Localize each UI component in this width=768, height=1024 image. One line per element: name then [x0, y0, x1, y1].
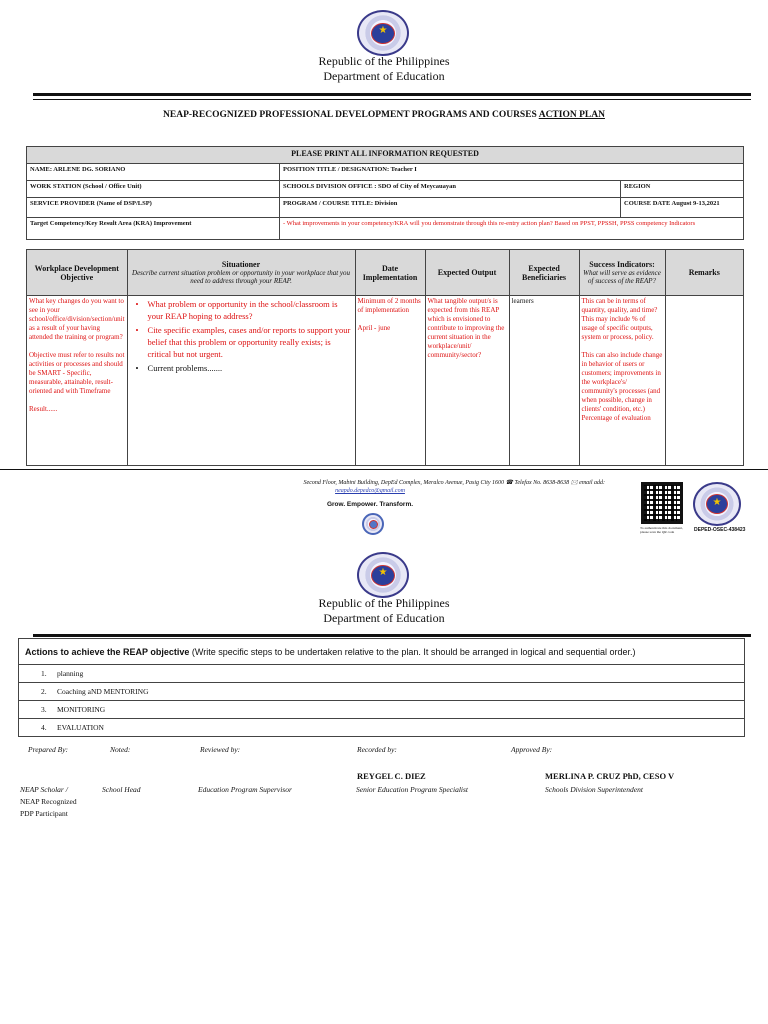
republic-heading: Republic of the Philippines: [318, 54, 450, 68]
actions-heading: [19, 639, 745, 665]
objective-text-1: What key changes do you want to see in your school/office/division/section/unit as a result of your having attended the training or program?: [29, 297, 125, 341]
approved-by-label: Approved By:: [511, 745, 553, 754]
document-title: [0, 110, 768, 120]
objective-text-2: Objective must refer to results not activities or processes and should be SMART - Specific, measurable, attainable, result-oriented and with Timeframe: [29, 351, 125, 395]
output-cell: What tangible output/s is expected from this REAP which is envisioned to contribute to improving the current situation in the workplace/unit/ community/sector?: [425, 296, 509, 466]
situationer-item: • Current problems.......: [130, 362, 353, 374]
target-note: - What improvements in your competency/KRA will you demonstrate through this re-entry action plan? Based on PPST, PPSSH, PPSS competency Indicators: [280, 218, 744, 240]
action-text: EVALUATION: [57, 723, 104, 732]
info-heading: PLEASE PRINT ALL INFORMATION REQUESTED: [27, 147, 744, 164]
title-emphasis: ACTION PLAN: [538, 110, 605, 120]
beneficiaries-cell: learners: [509, 296, 579, 466]
date-text-2: April - june: [357, 324, 391, 332]
date-text-1: Minimum of 2 months of implementation: [357, 297, 421, 314]
col-remarks: Remarks: [665, 250, 743, 296]
success-title: Success Indicators:: [589, 260, 655, 269]
superintendent-title: Schools Division Superintendent: [545, 785, 643, 794]
school-head-title: School Head: [102, 785, 141, 794]
actions-heading-bold: Actions to achieve the REAP objective: [25, 646, 190, 657]
actions-table: [18, 638, 745, 737]
col-success: [579, 250, 665, 296]
success-text-2: This can also include change in behavior of users or customers; improvements in the workplace's/ community's processes (and when possible, change in clients' condition, etc.) Percentage of evaluation: [581, 351, 663, 422]
header-rule: [33, 93, 751, 96]
department-heading: Department of Education: [323, 69, 445, 83]
reviewed-by-label: Reviewed by:: [200, 745, 241, 754]
department-heading-page2: Department of Education: [323, 611, 445, 625]
position-field: POSITION TITLE / DESIGNATION: Teacher I: [280, 164, 744, 181]
action-number: 3.: [41, 705, 47, 714]
scholar-title-1: NEAP Scholar /: [20, 785, 68, 794]
supervisor-title: Education Program Supervisor: [198, 785, 292, 794]
success-subtitle: What will serve as evidence of success of the REAP?: [583, 269, 661, 285]
noted-label: Noted:: [110, 745, 131, 754]
program-field: PROGRAM / COURSE TITLE: Division: [280, 198, 621, 218]
objective-text-3: Result......: [29, 405, 58, 413]
footer-rule: [0, 469, 768, 470]
header-rule-page2: [33, 634, 751, 637]
service-provider-field: SERVICE PROVIDER (Name of DSP/LSP): [27, 198, 280, 218]
col-date: Date Implementation: [355, 250, 425, 296]
action-text: Coaching aND MENTORING: [57, 687, 149, 696]
work-station-field: WORK STATION (School / Office Unit): [27, 181, 280, 198]
col-output: Expected Output: [425, 250, 509, 296]
title-prefix: NEAP-RECOGNIZED PROFESSIONAL DEVELOPMENT PROGRAMS AND COURSES: [163, 110, 537, 120]
col-beneficiaries: Expected Beneficiaries: [509, 250, 579, 296]
action-number: 4.: [41, 723, 47, 732]
division-office-field: SCHOOLS DIVISION OFFICE : SDO of City of Meycauayan: [280, 181, 621, 198]
qr-caption: To authenticate this document, please scan the QR code: [640, 526, 683, 534]
plan-table: [26, 249, 744, 466]
action-item: [19, 665, 745, 683]
footer-motto: Grow. Empower. Transform.: [326, 501, 414, 508]
recorder-name: REYGEL C. DIEZ: [357, 771, 426, 781]
footer-seal-logo: [362, 513, 384, 535]
republic-heading-page2: Republic of the Philippines: [318, 596, 450, 610]
prepared-by-label: Prepared By:: [28, 745, 69, 754]
deped-seal-logo-page2: ★: [357, 552, 409, 598]
situationer-title: Situationer: [221, 260, 261, 269]
action-item: [19, 683, 745, 701]
success-cell: [579, 296, 665, 466]
situationer-item: • What problem or opportunity in the school/classroom is your REAP hoping to address?: [130, 298, 353, 322]
qr-code-icon: [641, 482, 683, 524]
action-number: 1.: [41, 669, 47, 678]
region-field: REGION: [621, 181, 744, 198]
objective-cell: [27, 296, 128, 466]
approver-name: MERLINA P. CRUZ PhD, CESO V: [545, 771, 675, 781]
action-item: [19, 701, 745, 719]
remarks-cell: [665, 296, 743, 466]
certification-seal-logo: ★: [693, 482, 741, 526]
action-number: 2.: [41, 687, 47, 696]
scholar-title-2: NEAP Recognized: [20, 797, 77, 806]
scholar-title-3: PDP Participant: [20, 809, 68, 818]
footer-email-link[interactable]: neapdo.depedco@gmail.com: [335, 488, 405, 494]
recorded-by-label: Recorded by:: [357, 745, 397, 754]
cert-code: DEPED-OSEC-438423: [694, 527, 746, 533]
date-cell: [355, 296, 425, 466]
col-situationer: [127, 250, 355, 296]
action-text: planning: [57, 669, 84, 678]
success-text-1: This can be in terms of quantity, quality, and time? This may include % of usage of specific outputs, system or process, policy.: [581, 297, 658, 341]
target-competency-field: Target Competency/Key Result Area (KRA) Improvement: [27, 218, 280, 240]
header-rule-thin: [33, 99, 751, 100]
situationer-subtitle: Describe current situation problem or opportunity in your workplace that you need to address through your REAP.: [132, 269, 351, 285]
specialist-title: Senior Education Program Specialist: [356, 785, 469, 794]
course-date-field: COURSE DATE August 9-13,2021: [621, 198, 744, 218]
situationer-item: • Cite specific examples, cases and/or reports to support your belief that this problem or opportunity really exists; is critical but not urgent.: [130, 324, 353, 360]
action-item: [19, 719, 745, 737]
footer-address: Second Floor, Mabini Building, DepEd Complex, Meralco Avenue, Pasig City 1600 ☎ Telefax No. 8638-8638 🖂 email add:: [303, 480, 605, 486]
name-field: NAME: ARLENE DG. SORIANO: [27, 164, 280, 181]
deped-seal-logo: ★: [357, 10, 409, 56]
info-table: [26, 146, 744, 240]
situationer-cell: [127, 296, 355, 466]
action-text: MONITORING: [57, 705, 106, 714]
actions-heading-rest: (Write specific steps to be undertaken relative to the plan. It should be arranged in logical and sequential order.): [189, 646, 636, 657]
col-objective: Workplace Development Objective: [27, 250, 128, 296]
